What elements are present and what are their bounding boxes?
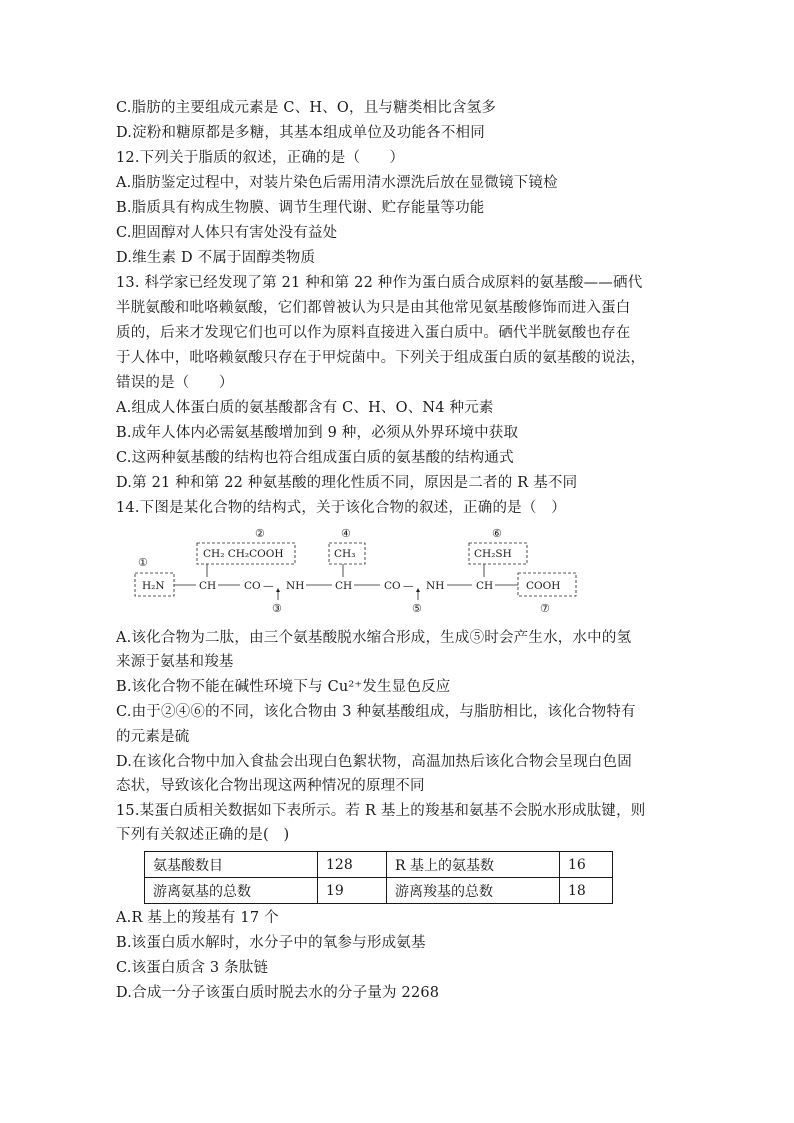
option-b: B.该蛋白质水解时，水分子中的氧参与形成氨基: [116, 935, 426, 951]
ch-1: CH: [199, 580, 217, 592]
table-row: [145, 852, 613, 878]
text-line: 态状，导致该化合物出现这两种情况的原理不同: [116, 778, 425, 794]
option-c: C.该蛋白质含 3 条肽链: [116, 960, 269, 976]
text-line: 质的，后来才发现它们也可以作为原料直接进入蛋白质中。硒代半胱氨酸也存在: [116, 325, 631, 341]
table-row: [145, 878, 613, 904]
text-line: 来源于氨基和羧基: [116, 654, 234, 670]
option-a: A.脂肪鉴定过程中，对装片染色后需用清水漂洗后放在显微镜下镜检: [116, 175, 558, 191]
table-cell: 氨基酸数目: [145, 852, 318, 878]
option-a: A.组成人体蛋白质的氨基酸都含有 C、H、O、N4 种元素: [116, 400, 494, 416]
svg-text:—: —: [403, 580, 414, 592]
option-c: C.这两种氨基酸的结构也符合组成蛋白质的氨基酸的结构通式: [116, 450, 514, 466]
table-cell: 游离羧基的总数: [387, 878, 560, 904]
option-b: B.该化合物不能在碱性环境下与 Cu²⁺发生显色反应: [116, 679, 451, 695]
option-a: A.该化合物为二肽，由三个氨基酸脱水缩合形成，生成⑤时会产生水，水中的氢: [116, 630, 632, 646]
r-group-1: CH₂ CH₂COOH: [203, 548, 284, 560]
text-line: 错误的是（ ）: [116, 375, 234, 391]
question-13-stem: 13. 科学家已经发现了第 21 种和第 22 种作为蛋白质合成原料的氨基酸——硒代: [116, 275, 643, 291]
table-cell: 19: [318, 878, 387, 904]
table-cell: 128: [318, 852, 387, 878]
r-group-3: CH₂SH: [474, 548, 512, 560]
question-15-stem: 15.某蛋白质相关数据如下表所示。若 R 基上的羧基和氨基不会脱水形成肽键，则: [116, 803, 646, 819]
r-group-2: CH₃: [334, 548, 356, 560]
carboxyl-group: COOH: [526, 580, 561, 592]
option-a: A.R 基上的羧基有 17 个: [116, 910, 279, 926]
question-12-stem: 12.下列关于脂质的叙述，正确的是（ ）: [116, 150, 405, 166]
label-3: ③: [272, 602, 282, 615]
label-5: ⑤: [412, 602, 422, 615]
option-b: B.脂质具有构成生物膜、调节生理代谢、贮存能量等功能: [116, 200, 485, 216]
text-line: C.脂肪的主要组成元素是 C、H、O，且与糖类相比含氢多: [116, 100, 497, 116]
svg-text:—: —: [263, 580, 274, 592]
label-4: ④: [341, 528, 351, 540]
table-cell: 游离氨基的总数: [145, 878, 318, 904]
nh-2: NH: [426, 580, 445, 592]
option-c: C.由于②④⑥的不同，该化合物由 3 种氨基酸组成，与脂肪相比，该化合物特有: [116, 704, 636, 720]
label-7: ⑦: [540, 602, 550, 615]
protein-data-table: [144, 851, 613, 904]
text-line: D.淀粉和糖原都是多糖，其基本组成单位及功能各不相同: [116, 125, 485, 141]
table-cell: R 基上的氨基数: [387, 852, 560, 878]
text-line: 下列有关叙述正确的是( ): [116, 827, 290, 843]
table-cell: 18: [560, 878, 613, 904]
nh-1: NH: [286, 580, 305, 592]
option-b: B.成年人体内必需氨基酸增加到 9 种，必须从外界环境中获取: [116, 425, 519, 441]
option-d: D.合成一分子该蛋白质时脱去水的分子量为 2268: [116, 985, 440, 1001]
label-6: ⑥: [492, 528, 502, 540]
option-d: D.第 21 种和第 22 种氨基酸的理化性质不同，原因是二者的 R 基不同: [116, 475, 578, 491]
option-c: C.胆固醇对人体只有害处没有益处: [116, 225, 338, 241]
text-line: 于人体中，吡咯赖氨酸只存在于甲烷菌中。下列关于组成蛋白质的氨基酸的说法，: [116, 350, 646, 366]
text-line: 的元素是硫: [116, 729, 190, 745]
question-14-stem: 14.下图是某化合物的结构式，关于该化合物的叙述，正确的是（ ）: [116, 500, 566, 516]
amino-group: H₂N: [142, 580, 165, 592]
label-2: ②: [255, 528, 265, 540]
text-line: 半胱氨酸和吡咯赖氨酸，它们都曾被认为只是由其他常见氨基酸修饰而进入蛋白: [116, 300, 631, 316]
co-1: CO: [244, 580, 261, 592]
ch-2: CH: [335, 580, 353, 592]
co-2: CO: [384, 580, 401, 592]
table-cell: 16: [560, 852, 613, 878]
label-1: ①: [138, 556, 148, 569]
option-d: D.维生素 D 不属于固醇类物质: [116, 250, 316, 266]
ch-3: CH: [476, 580, 494, 592]
peptide-structure-figure: [130, 528, 590, 616]
option-d: D.在该化合物中加入食盐会出现白色絮状物，高温加热后该化合物会呈现白色固: [116, 754, 632, 770]
